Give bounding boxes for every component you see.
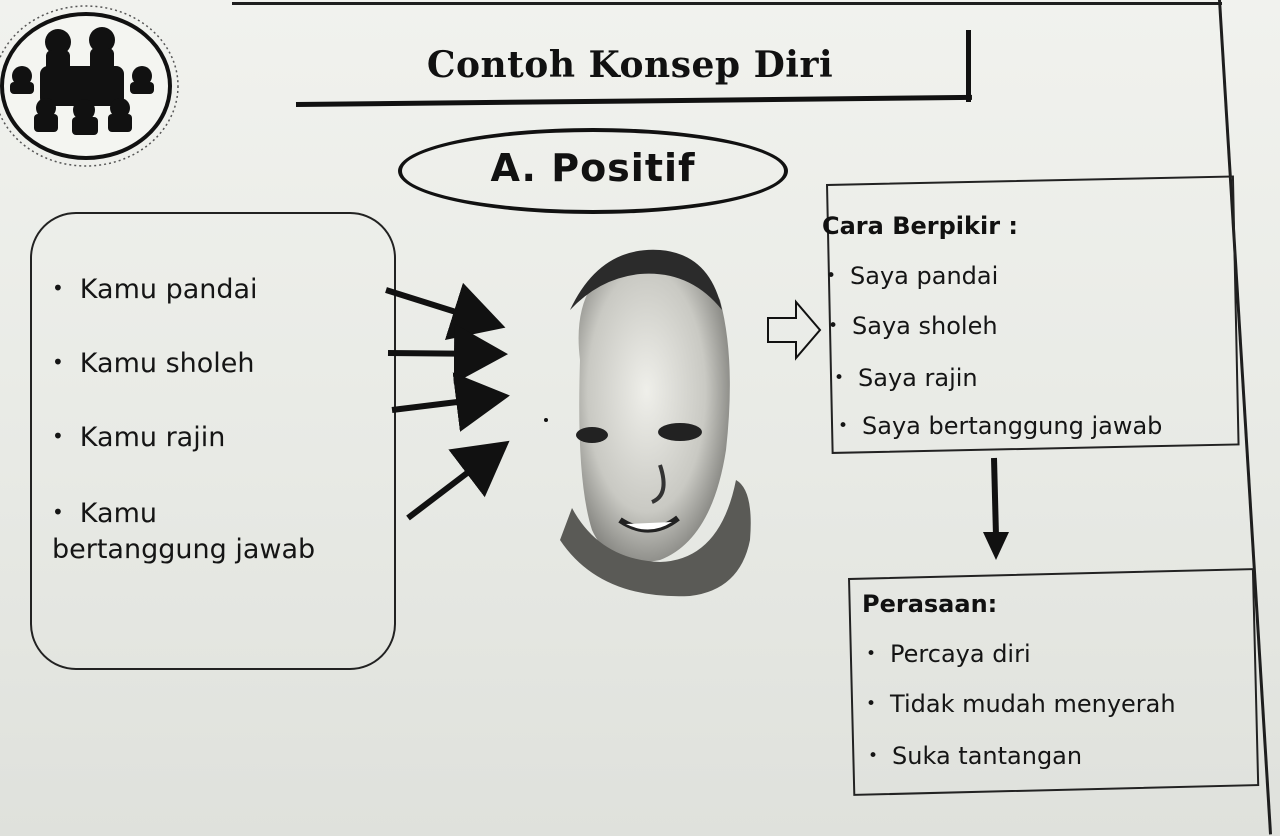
arrow-right-icon [392,397,498,410]
bullet-icon: • [828,316,839,336]
arrow-right-icon [388,353,496,354]
child-face-illustration [540,240,760,620]
feeling-box-heading: Perasaan: [862,590,998,618]
input-statement: • Kamu sholeh [52,348,255,379]
thinking-box-heading: Cara Berpikir : [822,212,1018,240]
thinking-item: • Saya rajin [834,364,978,392]
bullet-icon: • [838,416,849,436]
input-statement: • Kamu [52,498,157,529]
slide-title: Contoh Konsep Diri [426,44,834,86]
bullet-icon: • [866,644,877,664]
arrow-right-icon [386,290,494,324]
bullet-icon: • [52,350,64,374]
bullet-icon: • [52,276,64,300]
feeling-item: • Suka tantangan [868,742,1083,770]
bullet-icon: • [52,424,64,448]
bullet-icon: • [866,694,877,714]
bullet-icon: • [834,368,845,388]
arrow-right-icon [408,448,500,518]
thinking-item: • Saya sholeh [828,312,998,340]
thinking-item: • Saya bertanggung jawab [838,412,1163,440]
input-statement-continued: bertanggung jawab [52,534,316,565]
feeling-item: • Percaya diri [866,640,1031,668]
heading-label: A. Positif [490,146,696,190]
input-statement: • Kamu rajin [52,422,226,453]
bullet-icon: • [826,266,837,286]
hollow-arrow-right-icon [766,296,826,366]
thinking-item: • Saya pandai [826,262,999,290]
feeling-item: • Tidak mudah menyerah [866,690,1176,718]
arrow-down-icon [976,454,1016,564]
input-statement: • Kamu pandai [52,274,258,305]
bullet-icon: • [868,746,879,766]
bullet-icon: • [52,500,64,524]
